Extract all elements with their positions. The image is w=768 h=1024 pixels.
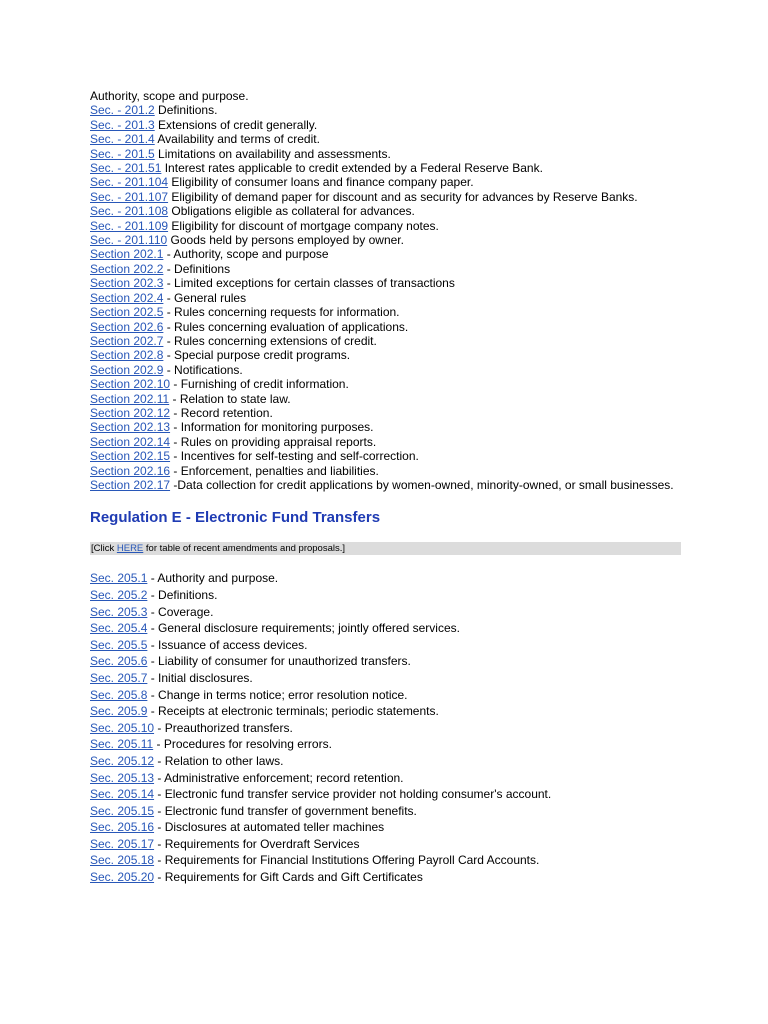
list-item — [90, 147, 690, 161]
list-item — [90, 103, 690, 117]
section-description: - Receipts at electronic terminals; periodic statements. — [147, 704, 439, 719]
section-link[interactable]: Section 202.12 — [90, 405, 171, 420]
section-description: - Limited exceptions for certain classes of transactions — [163, 276, 455, 291]
section-description: - Authority, scope and purpose — [163, 247, 329, 262]
section-link[interactable]: Sec. 205.11 — [90, 737, 154, 752]
section-description: - Enforcement, penalties and liabilities. — [170, 463, 379, 478]
document-page — [90, 89, 690, 886]
list-item — [90, 620, 690, 637]
section-link[interactable]: Section 202.1 — [90, 247, 164, 262]
section-link[interactable]: Sec. - 201.108 — [90, 204, 169, 219]
list-item — [90, 305, 690, 319]
section-link[interactable]: Sec. 205.7 — [90, 670, 148, 685]
list-item — [90, 219, 690, 233]
list-item — [90, 637, 690, 654]
amendments-notice — [90, 542, 681, 555]
list-item — [90, 770, 690, 787]
intro-text: Authority, scope and purpose. — [90, 89, 249, 103]
section-link[interactable]: Sec. - 201.109 — [90, 218, 169, 233]
list-item — [90, 670, 690, 687]
section-description: Interest rates applicable to credit extended by a Federal Reserve Bank. — [161, 161, 543, 176]
list-item — [90, 363, 690, 377]
section-description: - Electronic fund transfer service provider not holding consumer's account. — [154, 787, 552, 802]
section-description: - Requirements for Gift Cards and Gift Certificates — [154, 870, 423, 885]
section-description: - Incentives for self-testing and self-correction. — [170, 449, 419, 464]
regulation-b-list — [90, 89, 690, 492]
section-link[interactable]: Section 202.11 — [90, 391, 170, 406]
section-link[interactable]: Section 202.4 — [90, 290, 164, 305]
section-description: Goods held by persons employed by owner. — [167, 233, 404, 248]
section-link[interactable]: Sec. 205.20 — [90, 870, 155, 885]
list-item — [90, 819, 690, 836]
section-description: - Information for monitoring purposes. — [170, 420, 374, 435]
section-description: - Issuance of access devices. — [147, 637, 308, 652]
regulation-e-list — [90, 570, 690, 885]
section-link[interactable]: Sec. 205.13 — [90, 770, 155, 785]
section-description: - Authority and purpose. — [147, 571, 279, 586]
section-link[interactable]: Sec. 205.1 — [90, 571, 148, 586]
list-item — [90, 406, 690, 420]
section-description: - Furnishing of credit information. — [170, 377, 349, 392]
section-link[interactable]: Section 202.8 — [90, 348, 164, 363]
section-link[interactable]: Sec. 205.4 — [90, 621, 148, 636]
section-link[interactable]: Sec. - 201.107 — [90, 189, 169, 204]
list-item — [90, 836, 690, 853]
section-description: Availability and terms of credit. — [154, 132, 320, 147]
section-description: - Notifications. — [163, 362, 243, 377]
notice-suffix: for table of recent amendments and proposals.] — [143, 543, 346, 555]
list-item — [90, 435, 690, 449]
section-description: Limitations on availability and assessments. — [154, 146, 391, 161]
list-item — [90, 604, 690, 621]
list-item — [90, 320, 690, 334]
section-description: Definitions. — [154, 103, 218, 118]
list-item — [90, 175, 690, 189]
list-item — [90, 478, 690, 492]
section-link[interactable]: Section 202.7 — [90, 333, 164, 348]
section-description: - Record retention. — [170, 405, 273, 420]
section-link[interactable]: Section 202.17 — [90, 477, 171, 492]
section-description: - General rules — [163, 290, 247, 305]
list-item — [90, 334, 690, 348]
section-link[interactable]: Sec. 205.15 — [90, 803, 155, 818]
list-item — [90, 348, 690, 362]
section-link[interactable]: Sec. 205.16 — [90, 820, 155, 835]
section-link[interactable]: Section 202.2 — [90, 261, 164, 276]
section-description: -Data collection for credit applications by women-owned, minority-owned, or small businesses. — [170, 477, 674, 492]
section-description: - Rules concerning requests for information. — [163, 305, 400, 320]
section-link[interactable]: Section 202.13 — [90, 420, 171, 435]
section-description: - Definitions — [163, 261, 231, 276]
list-item — [90, 736, 690, 753]
section-description: - Relation to state law. — [169, 391, 291, 406]
list-item — [90, 132, 690, 146]
section-description: - Change in terms notice; error resolution notice. — [147, 687, 408, 702]
section-description: - Initial disclosures. — [147, 670, 253, 685]
list-item — [90, 392, 690, 406]
list-item — [90, 233, 690, 247]
section-description: - Liability of consumer for unauthorized transfers. — [147, 654, 411, 669]
list-item — [90, 262, 690, 276]
section-link[interactable]: Section 202.10 — [90, 377, 171, 392]
list-item — [90, 276, 690, 290]
section-link[interactable]: Sec. 205.5 — [90, 637, 148, 652]
list-item — [90, 118, 690, 132]
list-item — [90, 420, 690, 434]
section-description: Eligibility of consumer loans and finance company paper. — [168, 175, 474, 190]
section-description: Extensions of credit generally. — [154, 117, 318, 132]
list-item — [90, 852, 690, 869]
notice-prefix: [Click — [91, 543, 117, 555]
section-description: - Relation to other laws. — [154, 753, 284, 768]
section-link[interactable]: Section 202.3 — [90, 276, 164, 291]
list-item — [90, 703, 690, 720]
section-link[interactable]: Sec. 205.17 — [90, 836, 155, 851]
section-description: - Definitions. — [147, 587, 218, 602]
list-item — [90, 720, 690, 737]
section-description: - Requirements for Overdraft Services — [154, 836, 360, 851]
section-link[interactable]: Sec. 205.14 — [90, 787, 155, 802]
section-link[interactable]: Sec. - 201.4 — [90, 132, 155, 147]
section-description: - Administrative enforcement; record retention. — [154, 770, 404, 785]
list-item — [90, 204, 690, 218]
section-description: - Requirements for Financial Institutions Offering Payroll Card Accounts. — [154, 853, 540, 868]
list-item — [90, 653, 690, 670]
section-link[interactable]: Sec. - 201.5 — [90, 146, 155, 161]
list-item — [90, 753, 690, 770]
section-description: - Special purpose credit programs. — [163, 348, 351, 363]
section-description: - Disclosures at automated teller machines — [154, 820, 385, 835]
section-link[interactable]: Sec. 205.6 — [90, 654, 148, 669]
section-link[interactable]: Section 202.5 — [90, 305, 164, 320]
list-item — [90, 786, 690, 803]
section-link[interactable]: Section 202.9 — [90, 362, 164, 377]
section-link[interactable]: Sec. 205.2 — [90, 587, 148, 602]
section-description: Obligations eligible as collateral for advances. — [168, 204, 415, 219]
section-link[interactable]: Section 202.16 — [90, 463, 171, 478]
section-description: - Electronic fund transfer of government benefits. — [154, 803, 417, 818]
section-link[interactable]: Sec. 205.10 — [90, 720, 155, 735]
list-item — [90, 190, 690, 204]
section-link[interactable]: Sec. - 201.110 — [90, 233, 168, 248]
section-description: - Rules on providing appraisal reports. — [170, 434, 377, 449]
list-item — [90, 570, 690, 587]
section-description: - Rules concerning evaluation of applications. — [163, 319, 409, 334]
list-item — [90, 803, 690, 820]
section-link[interactable]: Sec. - 201.3 — [90, 117, 155, 132]
section-description: - Rules concerning extensions of credit. — [163, 333, 377, 348]
list-item — [90, 449, 690, 463]
section-link[interactable]: Section 202.14 — [90, 434, 171, 449]
list-item — [90, 247, 690, 261]
amendments-here-link[interactable]: HERE — [116, 543, 144, 555]
regulation-e-heading: Regulation E - Electronic Fund Transfers — [90, 509, 381, 527]
section-description: - General disclosure requirements; jointly offered services. — [147, 621, 460, 636]
section-description: - Preauthorized transfers. — [154, 720, 293, 735]
section-description: Eligibility of demand paper for discount and as security for advances by Reserve Banks. — [168, 189, 638, 204]
section-description: - Coverage. — [147, 604, 214, 619]
section-link[interactable]: Section 202.15 — [90, 449, 171, 464]
section-link[interactable]: Sec. 205.9 — [90, 704, 148, 719]
section-link[interactable]: Sec. 205.3 — [90, 604, 148, 619]
section-link[interactable]: Sec. 205.8 — [90, 687, 148, 702]
section-description: Eligibility for discount of mortgage company notes. — [168, 218, 439, 233]
list-item — [90, 161, 690, 175]
section-description: - Procedures for resolving errors. — [153, 737, 332, 752]
list-item — [90, 687, 690, 704]
section-link[interactable]: Sec. - 201.51 — [90, 161, 162, 176]
section-link[interactable]: Sec. - 201.2 — [90, 103, 155, 118]
list-item — [90, 587, 690, 604]
section-link[interactable]: Sec. - 201.104 — [90, 175, 169, 190]
list-item — [90, 464, 690, 478]
list-item — [90, 291, 690, 305]
section-link[interactable]: Sec. 205.12 — [90, 753, 155, 768]
list-item — [90, 377, 690, 391]
list-item — [90, 869, 690, 886]
section-link[interactable]: Section 202.6 — [90, 319, 164, 334]
section-link[interactable]: Sec. 205.18 — [90, 853, 155, 868]
